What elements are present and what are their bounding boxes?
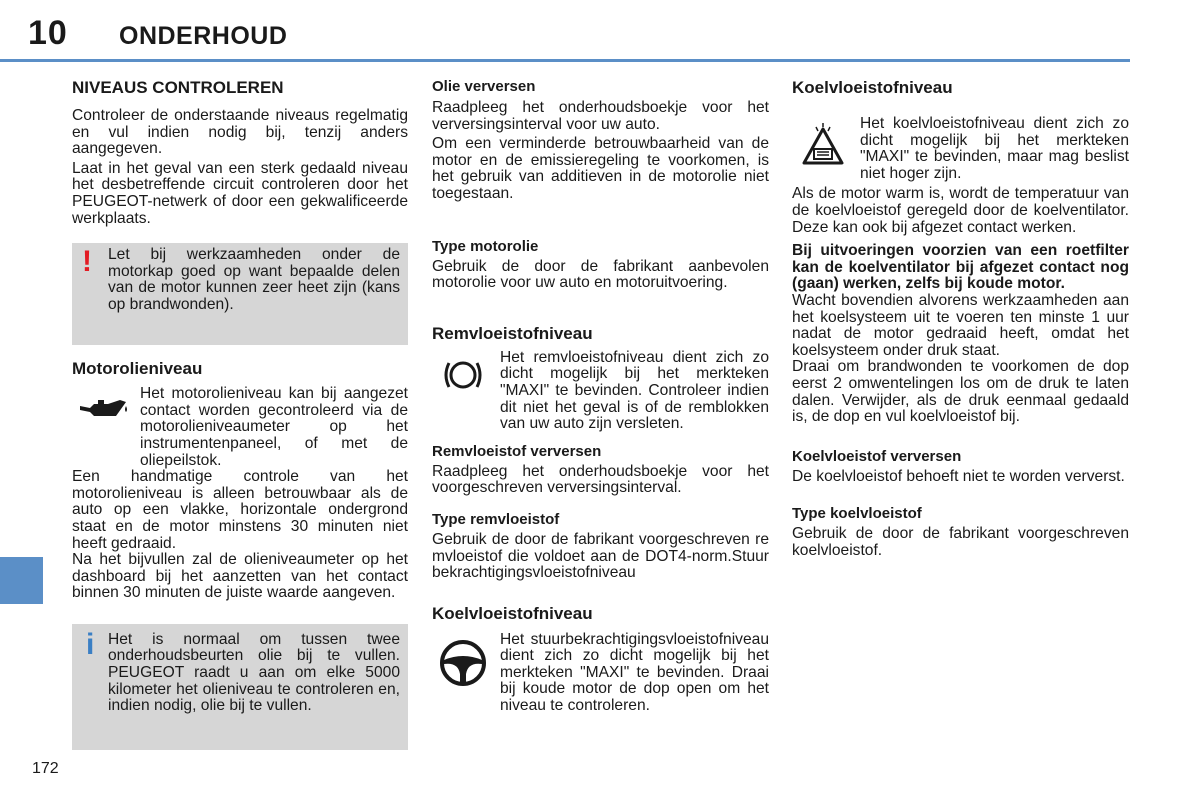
oil-type-paragraph: Gebruik de door de fabrikant aanbevolen motorolie voor uw auto en motoruitvoering.: [432, 257, 769, 292]
header-rule: [0, 59, 1130, 62]
chapter-title: ONDERHOUD: [119, 22, 288, 50]
section-title: NIVEAUS CONTROLEREN: [72, 78, 284, 97]
motor-oil-heading: Motorolieniveau: [72, 359, 203, 379]
power-steering-block: [432, 632, 769, 715]
warning-note: [72, 243, 408, 345]
info-text: Het is normaal om tussen twee onderhoudsbeurten olie bij te vullen. PEUGEOT raadt u aan om elke 5000 kilometer het olieniveau te controleren en, indien nodig, olie bij te vullen.: [108, 630, 400, 715]
power-steering-text: Het stuurbekrachtigingsvloeistofniveau dient zich zo dicht mogelijk bij het merkteken "MAXI" te bevinden. Draai bij koude motor de dop open om het niveau te controleren.: [500, 630, 769, 715]
info-icon: i: [86, 627, 95, 661]
warning-text: Let bij werkzaamheden onder de motorkap goed op want bepaalde delen van de motor kunnen zeer heet zijn (kans op brandwonden).: [108, 246, 400, 313]
info-note: [72, 624, 408, 750]
brake-fluid-text: Het remvloeistofniveau dient zich zo dicht mogelijk bij het merkteken "MAXI" te bevinden. Controleer indien dit niet het geval is of de remblokken van uw auto zijn versleten.: [500, 348, 769, 433]
oil-change-paragraph-2: Om een verminderde betrouwbaarheid van de motor en de emissieregeling te voorkomen, is het gebruik van additieven in de motorolie niet toegestaan.: [432, 135, 769, 202]
brake-type-paragraph: Gebruik de door de fabrikant voorgeschreven remvloeistof die voldoet aan de DOT4-norm.Stuurbekrachtigingsvloeistofniveau: [432, 530, 769, 582]
coolant-paragraph-2: Wacht bovendien alvorens werkzaamheden aan het koelsysteem uit te voeren ten minste 1 uur nadat de motor gedraaid heeft, omdat het koelsysteem onder druk staat.: [792, 291, 1129, 359]
coolant-paragraph: Als de motor warm is, wordt de temperatuur van de koelvloeistof geregeld door de koelventilator. Deze kan ook bij afgezet contact werken.: [792, 185, 1129, 236]
chapter-side-tab: [0, 557, 43, 604]
column-right: [792, 78, 1129, 559]
oil-can-icon: [72, 386, 134, 436]
brake-fluid-heading: Remvloeistofniveau: [432, 323, 593, 343]
brake-fluid-block: [432, 350, 769, 433]
motor-oil-paragraph-2: Na het bijvullen zal de olieniveaumeter op het dashboard bij het aanzetten van het contact binnen 30 minuten de juiste waarde aangeven.: [72, 551, 408, 602]
oil-type-heading: Type motorolie: [432, 237, 539, 255]
brake-change-heading: Remvloeistof verversen: [432, 442, 602, 460]
coolant-bold-paragraph: Bij uitvoeringen voorzien van een roetfilter kan de koelventilator bij afgezet contact nog (gaan) werken, zelfs bij koude motor.: [792, 242, 1129, 293]
coolant-change-heading: Koelvloeistof verversen: [792, 447, 962, 465]
coolant-icon-text: Het koelvloeistofniveau dient zich zo dicht mogelijk bij het merkteken "MAXI" te bevinden, maar mag beslist niet hoger zijn.: [860, 115, 1129, 182]
intro-paragraph: Controleer de onderstaande niveaus regelmatig en vul indien nodig bij, tenzij anders aangegeven.: [72, 107, 408, 158]
brake-type-heading: Type remvloeistof: [432, 510, 560, 528]
coolant-type-heading: Type koelvloeistof: [792, 505, 922, 523]
brake-circuit-icon: [432, 350, 494, 400]
coolant-heading: Koelvloeistofniveau: [792, 78, 953, 97]
coolant-change-paragraph: De koelvloeistof behoeft niet te worden ververst.: [792, 467, 1125, 485]
intro-paragraph-2: Laat in het geval van een sterk gedaald niveau het desbetreffende circuit controleren door het PEUGEOT-netwerk of door een gekwalificeerde werkplaats.: [72, 159, 408, 227]
column-middle: [432, 78, 769, 715]
oil-change-heading: Olie verversen: [432, 78, 536, 95]
brake-change-paragraph: Raadpleeg het onderhoudsboekje voor het voorgeschreven verversingsinterval.: [432, 462, 769, 497]
steering-wheel-icon: [432, 632, 494, 694]
chapter-number: 10: [28, 14, 68, 52]
coolant-block: [792, 116, 1129, 182]
oil-change-paragraph: Raadpleeg het onderhoudsboekje voor het verversingsinterval voor uw auto.: [432, 99, 769, 133]
coolant-heading-middle: Koelvloeistofniveau: [432, 603, 593, 623]
coolant-type-paragraph: Gebruik de door de fabrikant voorgeschreven koelvloeistof.: [792, 525, 1129, 559]
coolant-warning-icon: [792, 116, 854, 176]
page-number: 172: [32, 760, 59, 777]
coolant-paragraph-3: Draai om brandwonden te voorkomen de dop eerst 2 omwentelingen los om de druk te laten dalen. Verwijder, als de druk eenmaal gedaald is, de dop en vul koelvloeistof bij.: [792, 358, 1129, 426]
warning-icon: !: [82, 245, 92, 279]
motor-oil-paragraph: Een handmatige controle van het motorolieniveau is alleen betrouwbaar als de auto op een vlakke, horizontale ondergrond staat en de motor minstens 30 minuten niet heeft gedraaid.: [72, 468, 408, 552]
column-left: [72, 78, 408, 750]
motor-oil-icon-text: Het motorolieniveau kan bij aangezet contact worden gecontroleerd via de motorolieniveaumeter op het instrumentenpaneel, of met de oliepeilstok.: [140, 385, 408, 469]
motor-oil-block: [72, 386, 408, 469]
